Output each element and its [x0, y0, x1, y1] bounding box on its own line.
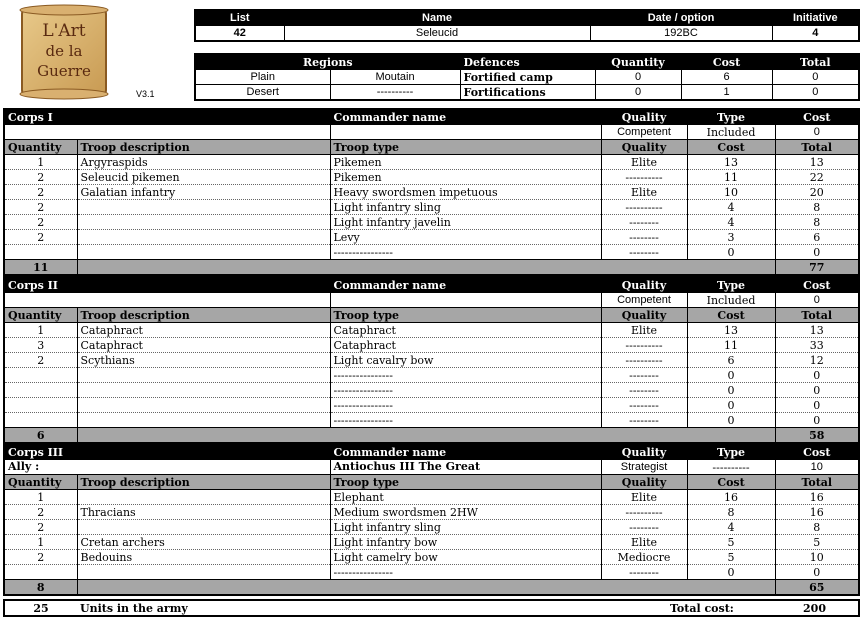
commander-type-label: Type	[687, 109, 775, 125]
troop-cost: 4	[687, 520, 775, 535]
troop-type[interactable]: Pikemen	[330, 155, 601, 170]
troop-quantity[interactable]: 2	[4, 185, 77, 200]
troop-quantity[interactable]: 1	[4, 323, 77, 338]
troop-quantity[interactable]: 2	[4, 200, 77, 215]
troop-cost: 0	[687, 368, 775, 383]
troop-quantity[interactable]: 2	[4, 170, 77, 185]
defence-cost: 6	[681, 70, 772, 85]
troop-description[interactable]: Cataphract	[77, 338, 330, 353]
header-date-label: Date / option	[590, 10, 772, 26]
troop-row	[4, 230, 859, 245]
troop-row	[4, 368, 859, 383]
troop-cost: 5	[687, 550, 775, 565]
commander-type[interactable]: Included	[687, 293, 775, 308]
corps-title: Corps III	[4, 444, 330, 460]
commander-cost-label: Cost	[775, 109, 859, 125]
troop-description[interactable]: Seleucid pikemen	[77, 170, 330, 185]
troop-row	[4, 155, 859, 170]
troop-cost: 10	[687, 185, 775, 200]
cost-col-header: Cost	[687, 308, 775, 323]
troop-row	[4, 550, 859, 565]
troop-quantity[interactable]	[4, 368, 77, 383]
troop-total: 12	[775, 353, 859, 368]
troop-quantity[interactable]	[4, 565, 77, 580]
troop-quantity[interactable]: 2	[4, 550, 77, 565]
troop-quality[interactable]: --------	[601, 245, 687, 260]
header-initiative-label: Initiative	[772, 10, 859, 26]
troop-row	[4, 520, 859, 535]
commander-type[interactable]: Included	[687, 125, 775, 140]
corps-table-2	[3, 276, 860, 444]
corps-cost-total: 65	[775, 580, 859, 596]
troop-row	[4, 490, 859, 505]
troop-type[interactable]: Cataphract	[330, 323, 601, 338]
troop-row	[4, 383, 859, 398]
troop-type[interactable]: Light infantry sling	[330, 520, 601, 535]
terrain-total-label: Total	[772, 54, 859, 70]
troop-total: 16	[775, 505, 859, 520]
total-col-header: Total	[775, 140, 859, 155]
corps-cost-total: 77	[775, 260, 859, 276]
quantity-col-header: Quantity	[4, 475, 77, 490]
defence-name: Fortified camp	[460, 70, 595, 85]
troop-quality[interactable]: Elite	[601, 323, 687, 338]
troop-description[interactable]	[77, 245, 330, 260]
commander-quality-label: Quality	[601, 277, 687, 293]
troop-quality[interactable]: --------	[601, 383, 687, 398]
corps-title: Corps II	[4, 277, 330, 293]
svg-text:Guerre: Guerre	[37, 62, 91, 80]
description-col-header: Troop description	[77, 475, 330, 490]
troop-total: 13	[775, 323, 859, 338]
troop-quality[interactable]: --------	[601, 398, 687, 413]
corps-quantity-total: 8	[4, 580, 77, 596]
troop-row	[4, 215, 859, 230]
troop-description[interactable]: Cataphract	[77, 323, 330, 338]
troop-row	[4, 170, 859, 185]
commander-quality[interactable]: Competent	[601, 293, 687, 308]
commander-name[interactable]	[330, 293, 601, 308]
troop-cost: 0	[687, 245, 775, 260]
defence-quantity[interactable]: 0	[595, 85, 681, 101]
troop-type[interactable]: Light infantry bow	[330, 535, 601, 550]
troop-description[interactable]	[77, 368, 330, 383]
troop-quality[interactable]: --------	[601, 565, 687, 580]
troop-type-col-header: Troop type	[330, 475, 601, 490]
troop-type[interactable]: ----------------	[330, 383, 601, 398]
svg-text:de la: de la	[45, 42, 83, 60]
corps-title: Corps I	[4, 109, 330, 125]
troop-cost: 13	[687, 155, 775, 170]
troop-total: 0	[775, 368, 859, 383]
troop-description[interactable]: Thracians	[77, 505, 330, 520]
corps-table-3	[3, 443, 860, 596]
commander-cost: 10	[775, 460, 859, 475]
troop-total: 0	[775, 413, 859, 428]
region-2[interactable]: Moutain	[330, 70, 460, 85]
troop-total: 13	[775, 155, 859, 170]
troop-row	[4, 245, 859, 260]
troop-total: 0	[775, 398, 859, 413]
quality-col-header: Quality	[601, 475, 687, 490]
region-1[interactable]: Plain	[195, 70, 330, 85]
troop-row	[4, 185, 859, 200]
troop-total: 8	[775, 200, 859, 215]
troop-total: 33	[775, 338, 859, 353]
defence-quantity[interactable]: 0	[595, 70, 681, 85]
troop-quantity[interactable]: 2	[4, 353, 77, 368]
army-footer	[3, 599, 860, 617]
commander-name-label: Commander name	[330, 109, 601, 125]
troop-quantity[interactable]	[4, 383, 77, 398]
troop-description[interactable]: Bedouins	[77, 550, 330, 565]
troop-total: 5	[775, 535, 859, 550]
troop-type-col-header: Troop type	[330, 140, 601, 155]
corps-summary-spacer	[77, 428, 775, 444]
defence-name: Fortifications	[460, 85, 595, 101]
units-label: Units in the army	[80, 601, 188, 615]
army-initiative[interactable]: 4	[772, 26, 859, 42]
troop-cost: 0	[687, 413, 775, 428]
troop-cost: 8	[687, 505, 775, 520]
terrain-table	[194, 53, 860, 101]
commander-cost-label: Cost	[775, 277, 859, 293]
troop-row	[4, 505, 859, 520]
troop-quality[interactable]: Mediocre	[601, 550, 687, 565]
corps-left-label	[4, 293, 330, 308]
troop-row	[4, 565, 859, 580]
troop-type[interactable]: Elephant	[330, 490, 601, 505]
corps-left-label: Ally :	[4, 460, 330, 475]
troop-type[interactable]: ----------------	[330, 398, 601, 413]
troop-type[interactable]: Medium swordsmen 2HW	[330, 505, 601, 520]
commander-name-label: Commander name	[330, 277, 601, 293]
terrain-row	[195, 85, 859, 101]
troop-total: 8	[775, 520, 859, 535]
troop-quality[interactable]: --------	[601, 368, 687, 383]
troop-quantity[interactable]: 2	[4, 505, 77, 520]
header-list-label: List	[195, 10, 284, 26]
troop-cost: 16	[687, 490, 775, 505]
troop-type[interactable]: Cataphract	[330, 338, 601, 353]
troop-quantity[interactable]	[4, 413, 77, 428]
troop-description[interactable]: Galatian infantry	[77, 185, 330, 200]
scroll-logo-icon	[18, 4, 110, 100]
total-col-header: Total	[775, 475, 859, 490]
troop-quality[interactable]: --------	[601, 230, 687, 245]
corps-quantity-total: 6	[4, 428, 77, 444]
troop-description[interactable]: Cretan archers	[77, 535, 330, 550]
troop-type[interactable]: Light camelry bow	[330, 550, 601, 565]
troop-type[interactable]: Light cavalry bow	[330, 353, 601, 368]
commander-quality-label: Quality	[601, 444, 687, 460]
troop-quality[interactable]: --------	[601, 520, 687, 535]
troop-quality[interactable]: --------	[601, 413, 687, 428]
troop-total: 6	[775, 230, 859, 245]
commander-quality[interactable]: Strategist	[601, 460, 687, 475]
troop-cost: 13	[687, 323, 775, 338]
header-name-label: Name	[284, 10, 590, 26]
troop-cost: 3	[687, 230, 775, 245]
commander-cost: 0	[775, 125, 859, 140]
troop-quantity[interactable]: 1	[4, 535, 77, 550]
total-cost-label: Total cost:	[670, 601, 734, 615]
quantity-col-header: Quantity	[4, 140, 77, 155]
quality-col-header: Quality	[601, 140, 687, 155]
troop-quality[interactable]: --------	[601, 215, 687, 230]
troop-type[interactable]: ----------------	[330, 245, 601, 260]
cost-col-header: Cost	[687, 140, 775, 155]
commander-type-label: Type	[687, 444, 775, 460]
troop-quantity[interactable]	[4, 245, 77, 260]
troop-type[interactable]: Levy	[330, 230, 601, 245]
troop-quantity[interactable]: 2	[4, 215, 77, 230]
troop-quantity[interactable]: 2	[4, 520, 77, 535]
troop-quantity[interactable]: 2	[4, 230, 77, 245]
troop-quantity[interactable]	[4, 398, 77, 413]
troop-cost: 0	[687, 383, 775, 398]
commander-name-label: Commander name	[330, 444, 601, 460]
regions-label: Regions	[195, 54, 460, 70]
commander-quality-label: Quality	[601, 109, 687, 125]
troop-description[interactable]	[77, 565, 330, 580]
terrain-row	[195, 70, 859, 85]
troop-type[interactable]: Light infantry javelin	[330, 215, 601, 230]
version-label: V3.1	[136, 89, 155, 99]
army-name[interactable]: Seleucid	[284, 26, 590, 42]
troop-cost: 11	[687, 338, 775, 353]
troop-total: 8	[775, 215, 859, 230]
commander-cost: 0	[775, 293, 859, 308]
corps-cost-total: 58	[775, 428, 859, 444]
army-date[interactable]: 192BC	[590, 26, 772, 42]
troop-cost: 4	[687, 215, 775, 230]
defence-total: 0	[772, 70, 859, 85]
logo	[18, 4, 110, 100]
troop-quantity[interactable]: 3	[4, 338, 77, 353]
commander-name[interactable]: Antiochus III The Great	[330, 460, 601, 475]
corps-summary-spacer	[77, 260, 775, 276]
svg-text:L'Art: L'Art	[42, 21, 86, 41]
troop-row	[4, 323, 859, 338]
description-col-header: Troop description	[77, 140, 330, 155]
troop-description[interactable]	[77, 398, 330, 413]
troop-type-col-header: Troop type	[330, 308, 601, 323]
terrain-quantity-label: Quantity	[595, 54, 681, 70]
commander-name[interactable]	[330, 125, 601, 140]
troop-quality[interactable]: ----------	[601, 505, 687, 520]
total-col-header: Total	[775, 308, 859, 323]
troop-cost: 11	[687, 170, 775, 185]
region-3[interactable]: Desert	[195, 85, 330, 101]
troop-cost: 0	[687, 565, 775, 580]
defences-label: Defences	[460, 54, 595, 70]
commander-cost-label: Cost	[775, 444, 859, 460]
troop-quantity[interactable]: 1	[4, 155, 77, 170]
army-header-table	[194, 9, 860, 42]
troop-description[interactable]	[77, 200, 330, 215]
corps-left-label	[4, 125, 330, 140]
description-col-header: Troop description	[77, 308, 330, 323]
terrain-cost-label: Cost	[681, 54, 772, 70]
troop-quality[interactable]: Elite	[601, 535, 687, 550]
troop-cost: 0	[687, 398, 775, 413]
troop-row	[4, 200, 859, 215]
troop-total: 22	[775, 170, 859, 185]
corps-quantity-total: 11	[4, 260, 77, 276]
troop-description[interactable]	[77, 413, 330, 428]
quality-col-header: Quality	[601, 308, 687, 323]
corps-summary-spacer	[77, 580, 775, 596]
defence-cost: 1	[681, 85, 772, 101]
troop-type[interactable]: ----------------	[330, 565, 601, 580]
troop-quality[interactable]: ----------	[601, 338, 687, 353]
troop-description[interactable]	[77, 383, 330, 398]
troop-type[interactable]: Pikemen	[330, 170, 601, 185]
commander-type-label: Type	[687, 277, 775, 293]
region-4[interactable]: ----------	[330, 85, 460, 101]
troop-total: 10	[775, 550, 859, 565]
troop-description[interactable]	[77, 215, 330, 230]
troop-type[interactable]: Heavy swordsmen impetuous	[330, 185, 601, 200]
troop-description[interactable]	[77, 230, 330, 245]
troop-type[interactable]: ----------------	[330, 413, 601, 428]
commander-type[interactable]: ----------	[687, 460, 775, 475]
troop-description[interactable]	[77, 490, 330, 505]
troop-total: 16	[775, 490, 859, 505]
total-units: 25	[33, 601, 49, 615]
troop-total: 20	[775, 185, 859, 200]
troop-type[interactable]: ----------------	[330, 368, 601, 383]
troop-quantity[interactable]: 1	[4, 490, 77, 505]
troop-row	[4, 535, 859, 550]
quantity-col-header: Quantity	[4, 308, 77, 323]
troop-description[interactable]: Scythians	[77, 353, 330, 368]
commander-quality[interactable]: Competent	[601, 125, 687, 140]
troop-quality[interactable]: Elite	[601, 155, 687, 170]
corps-table-1	[3, 108, 860, 276]
total-cost-value: 200	[803, 601, 826, 615]
troop-row	[4, 353, 859, 368]
cost-col-header: Cost	[687, 475, 775, 490]
troop-row	[4, 413, 859, 428]
troop-total: 0	[775, 383, 859, 398]
troop-total: 0	[775, 245, 859, 260]
troop-quality[interactable]: ----------	[601, 200, 687, 215]
troop-cost: 6	[687, 353, 775, 368]
troop-description[interactable]: Argyraspids	[77, 155, 330, 170]
troop-description[interactable]	[77, 520, 330, 535]
troop-row	[4, 338, 859, 353]
troop-row	[4, 398, 859, 413]
troop-quality[interactable]: ----------	[601, 170, 687, 185]
troop-total: 0	[775, 565, 859, 580]
troop-quality[interactable]: Elite	[601, 490, 687, 505]
troop-cost: 5	[687, 535, 775, 550]
troop-cost: 4	[687, 200, 775, 215]
troop-quality[interactable]: ----------	[601, 353, 687, 368]
troop-quality[interactable]: Elite	[601, 185, 687, 200]
defence-total: 0	[772, 85, 859, 101]
list-number[interactable]: 42	[195, 26, 284, 42]
troop-type[interactable]: Light infantry sling	[330, 200, 601, 215]
